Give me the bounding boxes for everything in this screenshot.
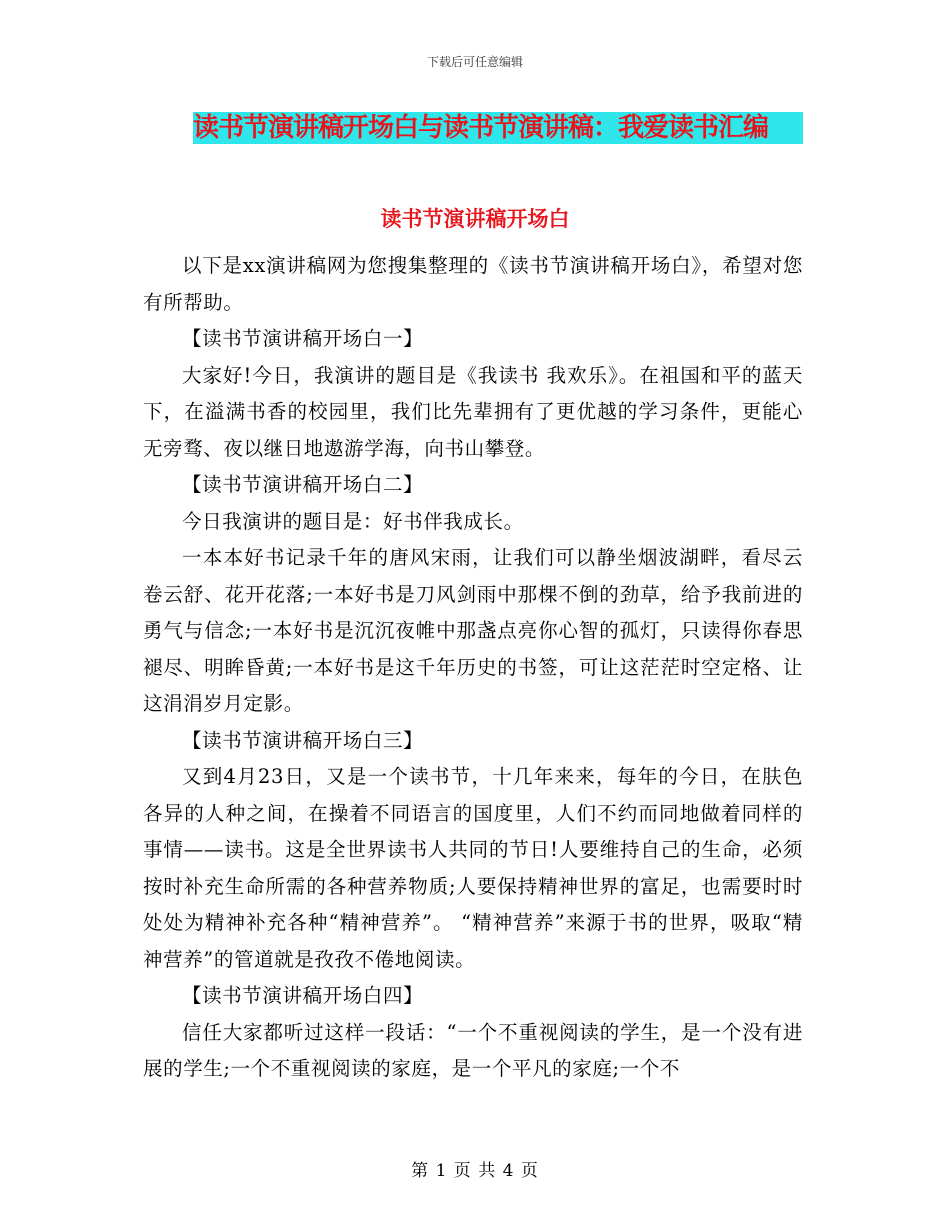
paragraph-opening-2-body: 一本本好书记录千年的唐风宋雨，让我们可以静坐烟波湖畔，看尽云卷云舒、花开花落;一本好书是刀风剑雨中那棵不倒的劲草，给予我前进的勇气与信念;一本好书是沉沉夜帷中那盏点亮你心智的孤灯，只读得你春思褪尽、明眸昏黄;一本好书是这千年历史的书签，可让这茫茫时空定格、让这涓涓岁月定影。: [143, 546, 803, 715]
paragraph-opening-2-title: 今日我演讲的题目是：好书伴我成长。: [182, 509, 524, 533]
subheading-opening-1: 【读书节演讲稿开场白一】: [182, 327, 424, 350]
page-footer: 第 1 页 共 4 页: [411, 1161, 539, 1181]
document-body: [143, 248, 803, 1088]
subheading-opening-4: 【读书节演讲稿开场白四】: [182, 984, 424, 1007]
paragraph-opening-1: 大家好!今日，我演讲的题目是《我读书 我欢乐》。在祖国和平的蓝天下，在溢满书香的校园里，我们比先辈拥有了更优越的学习条件，更能心无旁骛、夜以继日地遨游学海，向书山攀登。: [143, 363, 803, 460]
subheading-opening-3: 【读书节演讲稿开场白三】: [182, 728, 424, 752]
subheading-opening-2: 【读书节演讲稿开场白二】: [182, 473, 424, 496]
paragraph-opening-4: 信任大家都听过这样一段话：“一个不重视阅读的学生，是一个没有进展的学生;一个不重视阅读的家庭，是一个平凡的家庭;一个不: [143, 1020, 803, 1080]
section-title: 读书节演讲稿开场白: [380, 206, 570, 231]
paragraph-opening-3: 又到4月23日，又是一个读书节，十几年来来，每年的今日，在肤色各异的人种之间，在操着不同语言的国度里，人们不约而同地做着同样的事情——读书。这是全世界读书人共同的节日!人要维持自己的生命，必须按时补充生命所需的各种营养物质;人要保持精神世界的富足，也需要时时处处为精神补充各种“精神营养”。 “精神营养”来源于书的世界，吸取“精神营养”的管道就是孜孜不倦地阅读。: [143, 765, 803, 971]
document-main-title: 读书节演讲稿开场白与读书节演讲稿：我爱读书汇编: [193, 112, 803, 144]
header-note: 下载后可任意编辑: [426, 55, 523, 69]
paragraph-intro: 以下是xx演讲稿网为您搜集整理的《读书节演讲稿开场白》，希望对您有所帮助。: [143, 254, 803, 314]
